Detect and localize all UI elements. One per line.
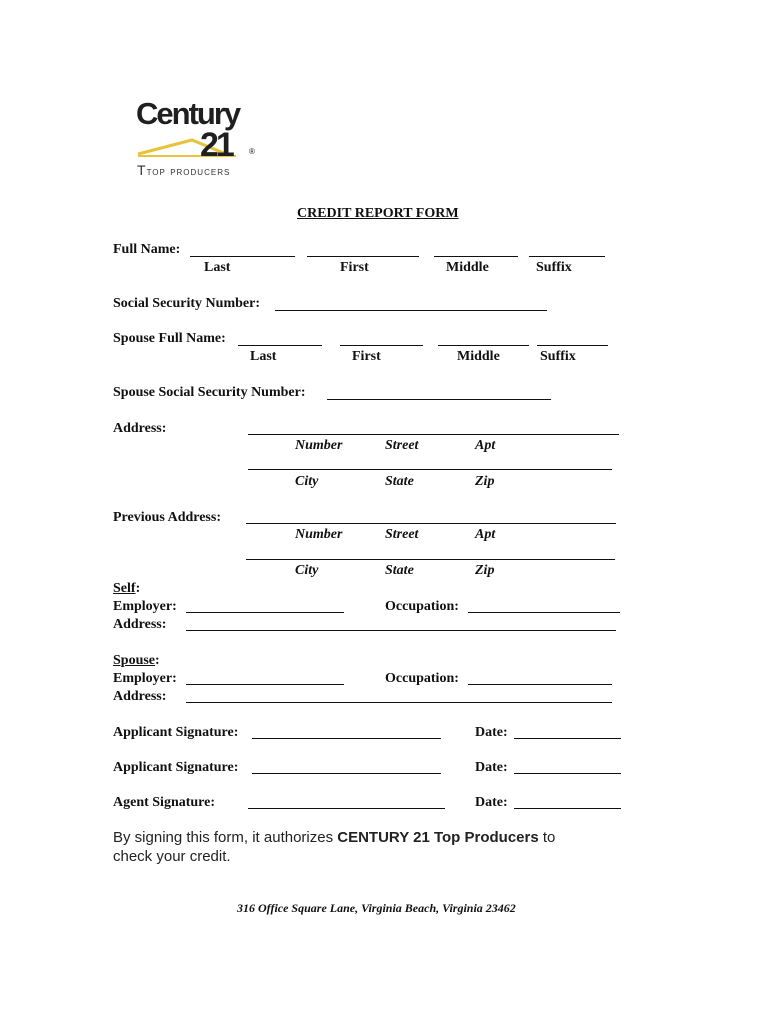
agent-signature-field[interactable] [248,808,445,809]
registered-mark: ® [249,147,255,156]
logo-wordmark: Century [136,96,240,131]
ssn-field[interactable] [275,310,547,311]
self-employer-label: Employer: [113,599,177,614]
address-city-caption: City [295,474,319,489]
suffix-caption: Suffix [536,260,572,275]
spouse-last-name-field[interactable] [238,345,322,346]
agent-signature-label: Agent Signature: [113,795,216,810]
date-label-1: Date: [475,725,508,740]
self-address-field[interactable] [186,630,616,631]
authorization-text: By signing this form, it authorizes CENTURY 21 Top Producers to [113,829,556,846]
spouse-address-field[interactable] [186,702,612,703]
form-title: CREDIT REPORT FORM [297,206,459,221]
spouse-first-caption: First [352,349,381,364]
spouse-heading: Spouse: [113,653,160,668]
spouse-address-label: Address: [113,689,167,704]
full-name-label: Full Name: [113,242,181,257]
self-occupation-field[interactable] [468,612,620,613]
middle-name-field[interactable] [434,256,518,257]
date-label-3: Date: [475,795,508,810]
previous-address-line2-field[interactable] [246,559,615,560]
middle-caption: Middle [446,260,489,275]
authorization-text-line2: check your credit. [113,848,231,865]
previous-zip-caption: Zip [475,563,495,578]
applicant-signature-field-1[interactable] [252,738,441,739]
date-field-1[interactable] [514,738,621,739]
spouse-middle-caption: Middle [457,349,500,364]
self-employer-field[interactable] [186,612,344,613]
spouse-occupation-field[interactable] [468,684,612,685]
first-caption: First [340,260,369,275]
logo-roof-icon [136,134,256,160]
address-label: Address: [113,421,167,436]
last-caption: Last [204,260,231,275]
previous-number-caption: Number [295,527,343,542]
date-field-3[interactable] [514,808,621,809]
spouse-name-label: Spouse Full Name: [113,331,226,346]
first-name-field[interactable] [307,256,419,257]
suffix-field[interactable] [529,256,605,257]
previous-city-caption: City [295,563,319,578]
spouse-ssn-field[interactable] [327,399,551,400]
spouse-ssn-label: Spouse Social Security Number: [113,385,306,400]
logo-subtitle: Ttop producers [137,162,231,178]
applicant-signature-field-2[interactable] [252,773,441,774]
self-heading: Self: [113,581,141,596]
spouse-suffix-field[interactable] [537,345,608,346]
self-occupation-label: Occupation: [385,599,459,614]
spouse-middle-name-field[interactable] [438,345,529,346]
date-label-2: Date: [475,760,508,775]
address-line1-field[interactable] [248,434,619,435]
date-field-2[interactable] [514,773,621,774]
address-line2-field[interactable] [248,469,612,470]
previous-street-caption: Street [385,527,419,542]
address-state-caption: State [385,474,414,489]
spouse-suffix-caption: Suffix [540,349,576,364]
spouse-employer-field[interactable] [186,684,344,685]
previous-state-caption: State [385,563,414,578]
previous-apt-caption: Apt [475,527,496,542]
spouse-employer-label: Employer: [113,671,177,686]
address-apt-caption: Apt [475,438,496,453]
self-address-label: Address: [113,617,167,632]
address-street-caption: Street [385,438,419,453]
address-number-caption: Number [295,438,343,453]
address-zip-caption: Zip [475,474,495,489]
ssn-label: Social Security Number: [113,296,260,311]
applicant-signature-label-1: Applicant Signature: [113,725,239,740]
spouse-occupation-label: Occupation: [385,671,459,686]
previous-address-label: Previous Address: [113,510,221,525]
spouse-first-name-field[interactable] [340,345,423,346]
last-name-field[interactable] [190,256,295,257]
applicant-signature-label-2: Applicant Signature: [113,760,239,775]
logo-number: 21 [200,126,232,164]
spouse-last-caption: Last [250,349,277,364]
footer-address: 316 Office Square Lane, Virginia Beach, Virginia 23462 [237,901,516,915]
previous-address-line1-field[interactable] [246,523,616,524]
